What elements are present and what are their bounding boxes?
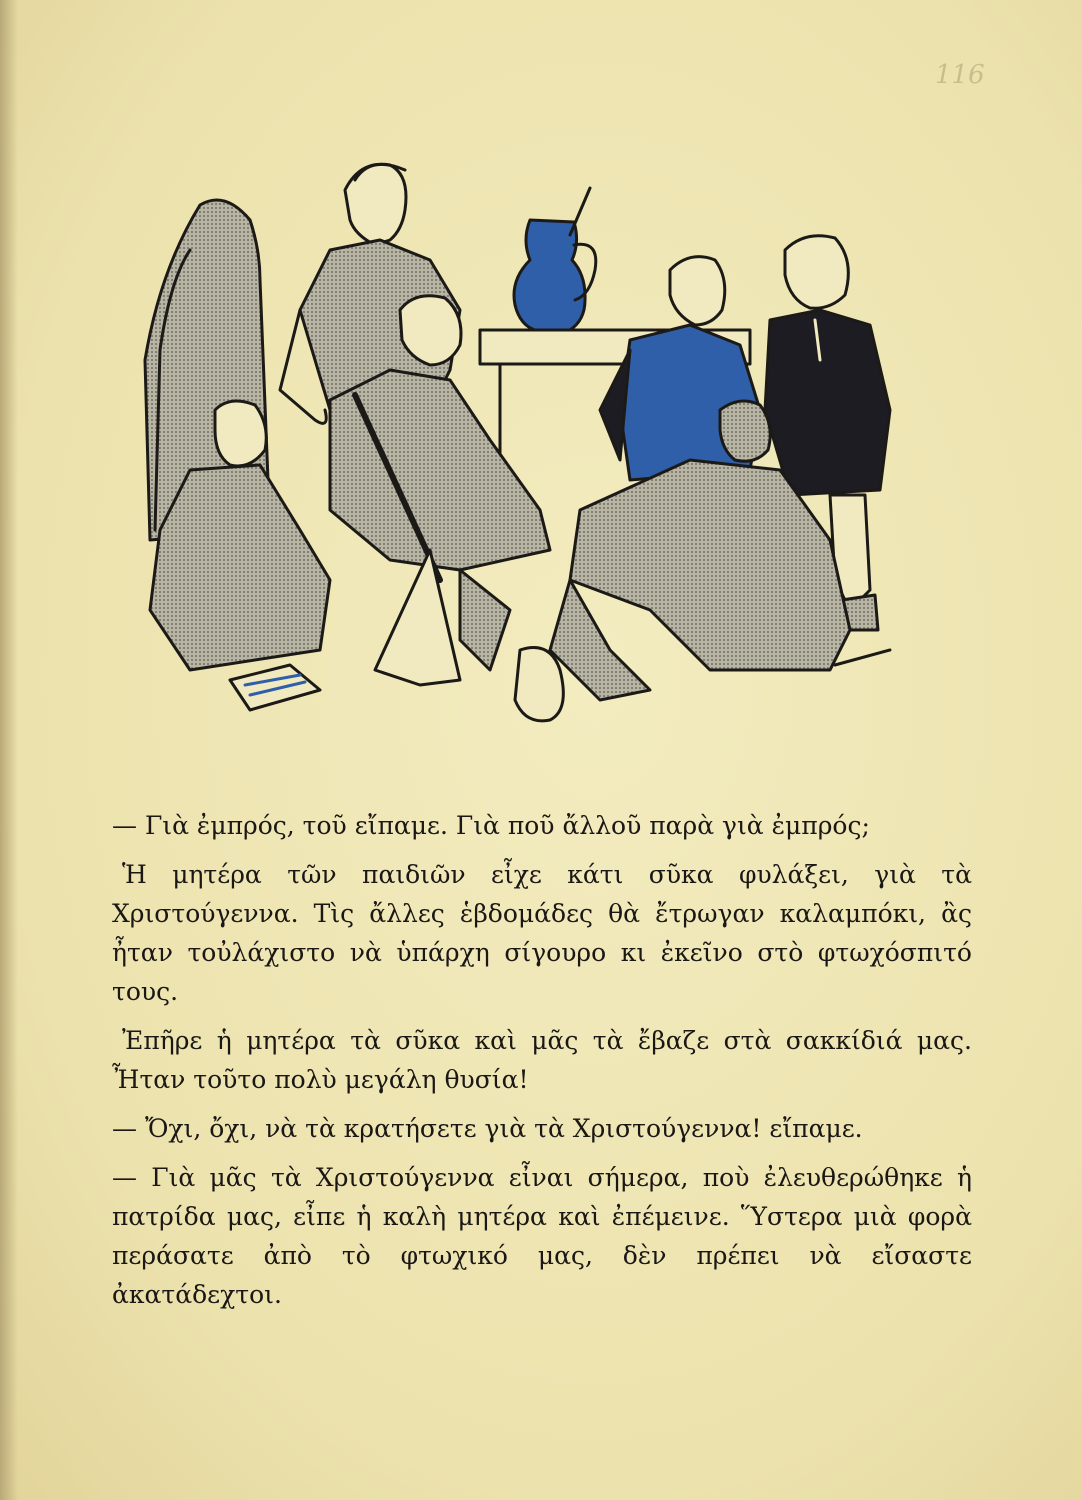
page-binding-shadow [0, 0, 18, 1500]
illustration-soldiers-and-boys [130, 110, 910, 770]
paragraph-1: — Γιὰ ἐμπρός, τοῦ εἴπαμε. Γιὰ ποῦ ἄλλοῦ παρὰ γιὰ ἐμπρός; [112, 811, 870, 840]
page-number: 116 [935, 60, 985, 90]
paragraph-4: — Ὄχι, ὄχι, νὰ τὰ κρατήσετε γιὰ τὰ Χριστούγεννα! εἴπαμε. [112, 1114, 863, 1143]
blue-jug-icon [514, 188, 596, 330]
paragraph-5: — Γιὰ μᾶς τὰ Χριστούγεννα εἶναι σήμερα, ποὺ ἐλευθερώθηκε ἡ πατρίδα μας, εἶπε ἡ καλὴ μητέρα καὶ ἐπέμεινε. Ὕστερα μιὰ φορὰ περάσατε ἀπὸ τὸ φτωχικό μας, δὲν πρέπει νὰ εἴσαστε ἀκατάδεχτοι. [112, 1163, 972, 1309]
paragraph-2: Ἡ μητέρα τῶν παιδιῶν εἶχε κάτι σῦκα φυλάξει, γιὰ τὰ Χριστούγεννα. Τὶς ἄλλες ἑβδομάδες θὰ ἔτρωγαν καλαμπόκι, ἂς ἦταν τοὐλάχιστο νὰ ὑπάρχη σίγουρο κι ἐκεῖνο στὸ φτωχόσπιτό τους. [112, 860, 972, 1006]
story-text [112, 806, 972, 1324]
paragraph-3: Ἐπῆρε ἡ μητέρα τὰ σῦκα καὶ μᾶς τὰ ἔβαζε στὰ σακκίδιά μας. Ἦταν τοῦτο πολὺ μεγάλη θυσία! [112, 1026, 972, 1094]
